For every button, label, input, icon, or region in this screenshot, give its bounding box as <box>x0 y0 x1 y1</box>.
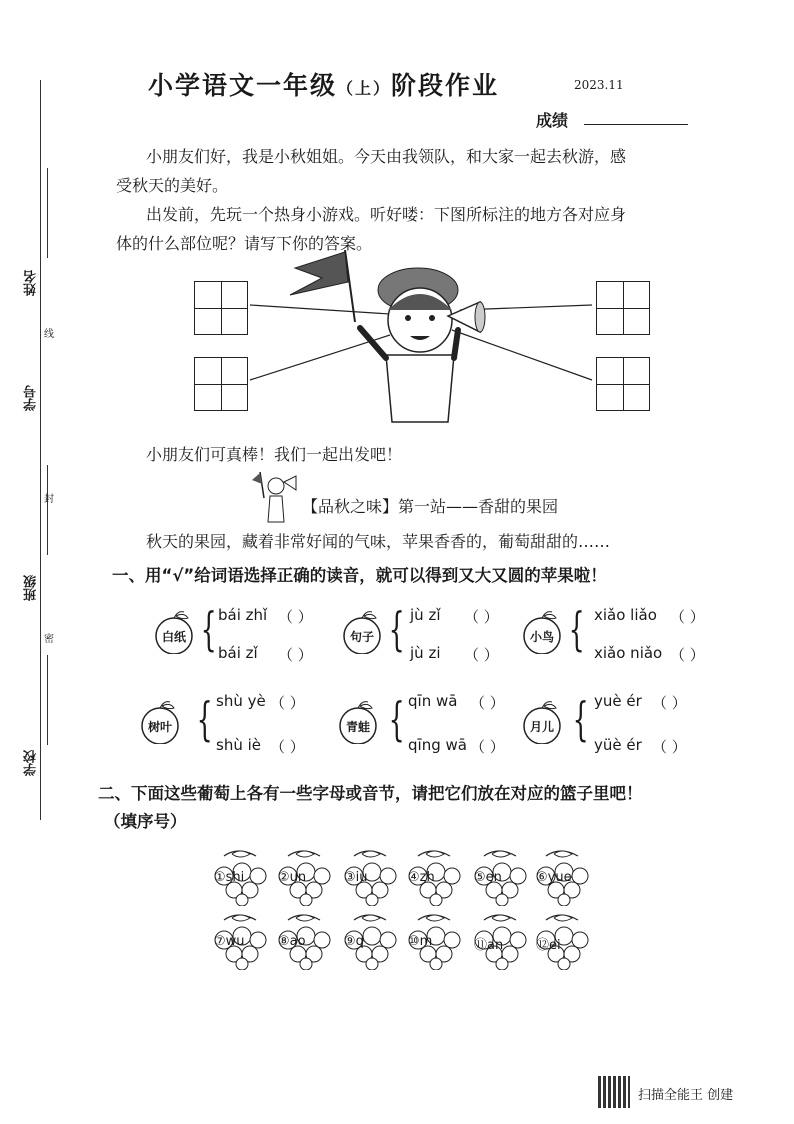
option-3b: xiǎo niǎo <box>594 644 663 662</box>
school-blank[interactable] <box>35 655 48 745</box>
question-2-sub: （填序号） <box>104 812 187 831</box>
class-label: 班级 <box>24 575 39 601</box>
grape-label: ⑫ei <box>536 938 561 953</box>
grape-item <box>274 848 332 906</box>
grape-item <box>470 848 528 906</box>
title-main: 小学语文一年级 <box>148 71 338 100</box>
grape-label: ⑨q <box>344 934 364 949</box>
grape-label: ③iu <box>344 870 368 885</box>
grape-label: ①shi <box>214 870 245 885</box>
brace: { <box>572 692 589 746</box>
page-title <box>148 66 499 102</box>
option-6a: yuè ér <box>594 692 642 710</box>
question-2-text: 二、下面这些葡萄上各有一些字母或音节，请把它们放在对应的篮子里吧！ <box>98 784 643 803</box>
girl-small-icon <box>252 470 302 525</box>
brace: { <box>568 602 585 656</box>
answer-box-right-top[interactable] <box>596 281 650 335</box>
word-juzi: 句子 <box>349 630 374 644</box>
title-shang: （上） <box>337 79 392 98</box>
answer-paren-2b[interactable]: （ ） <box>464 646 499 664</box>
title-end: 阶段作业 <box>391 71 500 100</box>
option-1a: bái zhǐ <box>218 606 268 624</box>
option-3a: xiǎo liǎo <box>594 606 657 624</box>
grape-item <box>210 848 268 906</box>
name-label: 姓名 <box>24 270 39 296</box>
intro-line-2: 受秋天的美好。 <box>116 176 229 195</box>
brace: { <box>200 602 217 656</box>
seal-mark-2: 封 <box>44 494 54 505</box>
answer-paren-4b[interactable]: （ ） <box>270 738 305 756</box>
grape-label: ⑧ao <box>278 934 306 949</box>
brace: { <box>388 602 405 656</box>
answer-paren-1a[interactable]: （ ） <box>278 608 313 626</box>
brace: { <box>196 692 213 746</box>
answer-paren-2a[interactable]: （ ） <box>464 608 499 626</box>
seal-mark-3: 密 <box>44 634 54 645</box>
date-label: 2023.11 <box>574 78 624 92</box>
answer-paren-5b[interactable]: （ ） <box>470 738 505 756</box>
grape-label: ④zh <box>408 870 435 885</box>
option-5a: qīn wā <box>408 692 458 710</box>
q1-item-6 <box>516 690 736 760</box>
girl-illustration <box>190 250 610 425</box>
score-label: 成绩 <box>536 111 569 130</box>
grape-item <box>532 848 590 906</box>
footer-text: 扫描全能王 创建 <box>638 1088 734 1103</box>
qr-code-icon <box>598 1076 630 1108</box>
option-5b: qīng wā <box>408 736 467 754</box>
option-2a: jù zǐ <box>410 606 441 624</box>
q1-item-5 <box>332 690 542 760</box>
option-2b: jù zi <box>410 644 441 662</box>
seal-mark-1: 线 <box>44 329 54 340</box>
station-desc: 秋天的果园，藏着非常好闻的气味，苹果香香的，葡萄甜甜的…… <box>146 532 611 551</box>
q1-item-3 <box>516 604 756 664</box>
grape-item <box>470 912 528 970</box>
answer-paren-5a[interactable]: （ ） <box>470 694 505 712</box>
grape-label: ⑥yue <box>536 870 572 885</box>
school-label: 学校 <box>24 750 39 776</box>
answer-paren-3b[interactable]: （ ） <box>670 646 705 664</box>
grape-label: ⑦wu <box>214 934 245 949</box>
answer-paren-6a[interactable]: （ ） <box>652 694 687 712</box>
grape-item <box>404 912 462 970</box>
option-4b: shù iè <box>216 736 261 754</box>
word-yuer: 月儿 <box>529 720 554 734</box>
grape-item <box>340 912 398 970</box>
station-title: 【品秋之味】第一站——香甜的果园 <box>302 497 559 516</box>
q1-item-1 <box>148 604 348 664</box>
intro-line-1: 小朋友们好，我是小秋姐姐。今天由我领队，和大家一起去秋游，感 <box>146 147 627 166</box>
grape-item <box>274 912 332 970</box>
grape-label: ②un <box>278 870 307 885</box>
word-shuye: 树叶 <box>147 720 172 734</box>
grape-item <box>210 912 268 970</box>
cheer-line: 小朋友们可真棒！我们一起出发吧！ <box>146 445 403 464</box>
answer-paren-3a[interactable]: （ ） <box>670 608 705 626</box>
name-blank[interactable] <box>35 168 48 258</box>
brace: { <box>388 692 405 746</box>
q1-item-4 <box>134 690 334 760</box>
grape-label: ⑤en <box>474 870 502 885</box>
score-line[interactable] <box>584 124 688 125</box>
class-blank[interactable] <box>35 465 48 555</box>
q1-item-2 <box>336 604 536 664</box>
answer-paren-1b[interactable]: （ ） <box>278 646 313 664</box>
word-xiaoniao: 小鸟 <box>529 630 554 644</box>
intro-line-4: 体的什么部位呢？请写下你的答案。 <box>116 234 373 253</box>
answer-box-right-bottom[interactable] <box>596 357 650 411</box>
option-4a: shù yè <box>216 692 266 710</box>
grape-item <box>340 848 398 906</box>
question-1-text: 一、用“√”给词语选择正确的读音，就可以得到又大又圆的苹果啦！ <box>112 566 607 585</box>
answer-paren-6b[interactable]: （ ） <box>652 738 687 756</box>
grape-item <box>404 848 462 906</box>
word-baizhi: 白纸 <box>161 630 186 644</box>
answer-box-left-bottom[interactable] <box>194 357 248 411</box>
grape-label: ⑪an <box>474 938 504 953</box>
word-qingwa: 青蛙 <box>345 720 370 734</box>
grape-item <box>532 912 590 970</box>
answer-box-left-top[interactable] <box>194 281 248 335</box>
grape-label: ⑩m <box>408 934 433 949</box>
answer-paren-4a[interactable]: （ ） <box>270 694 305 712</box>
student-number-label: 学号 <box>24 385 39 411</box>
intro-line-3: 出发前，先玩一个热身小游戏。听好喽：下图所标注的地方各对应身 <box>146 205 627 224</box>
option-6b: yüè ér <box>594 736 642 754</box>
option-1b: bái zǐ <box>218 644 258 662</box>
